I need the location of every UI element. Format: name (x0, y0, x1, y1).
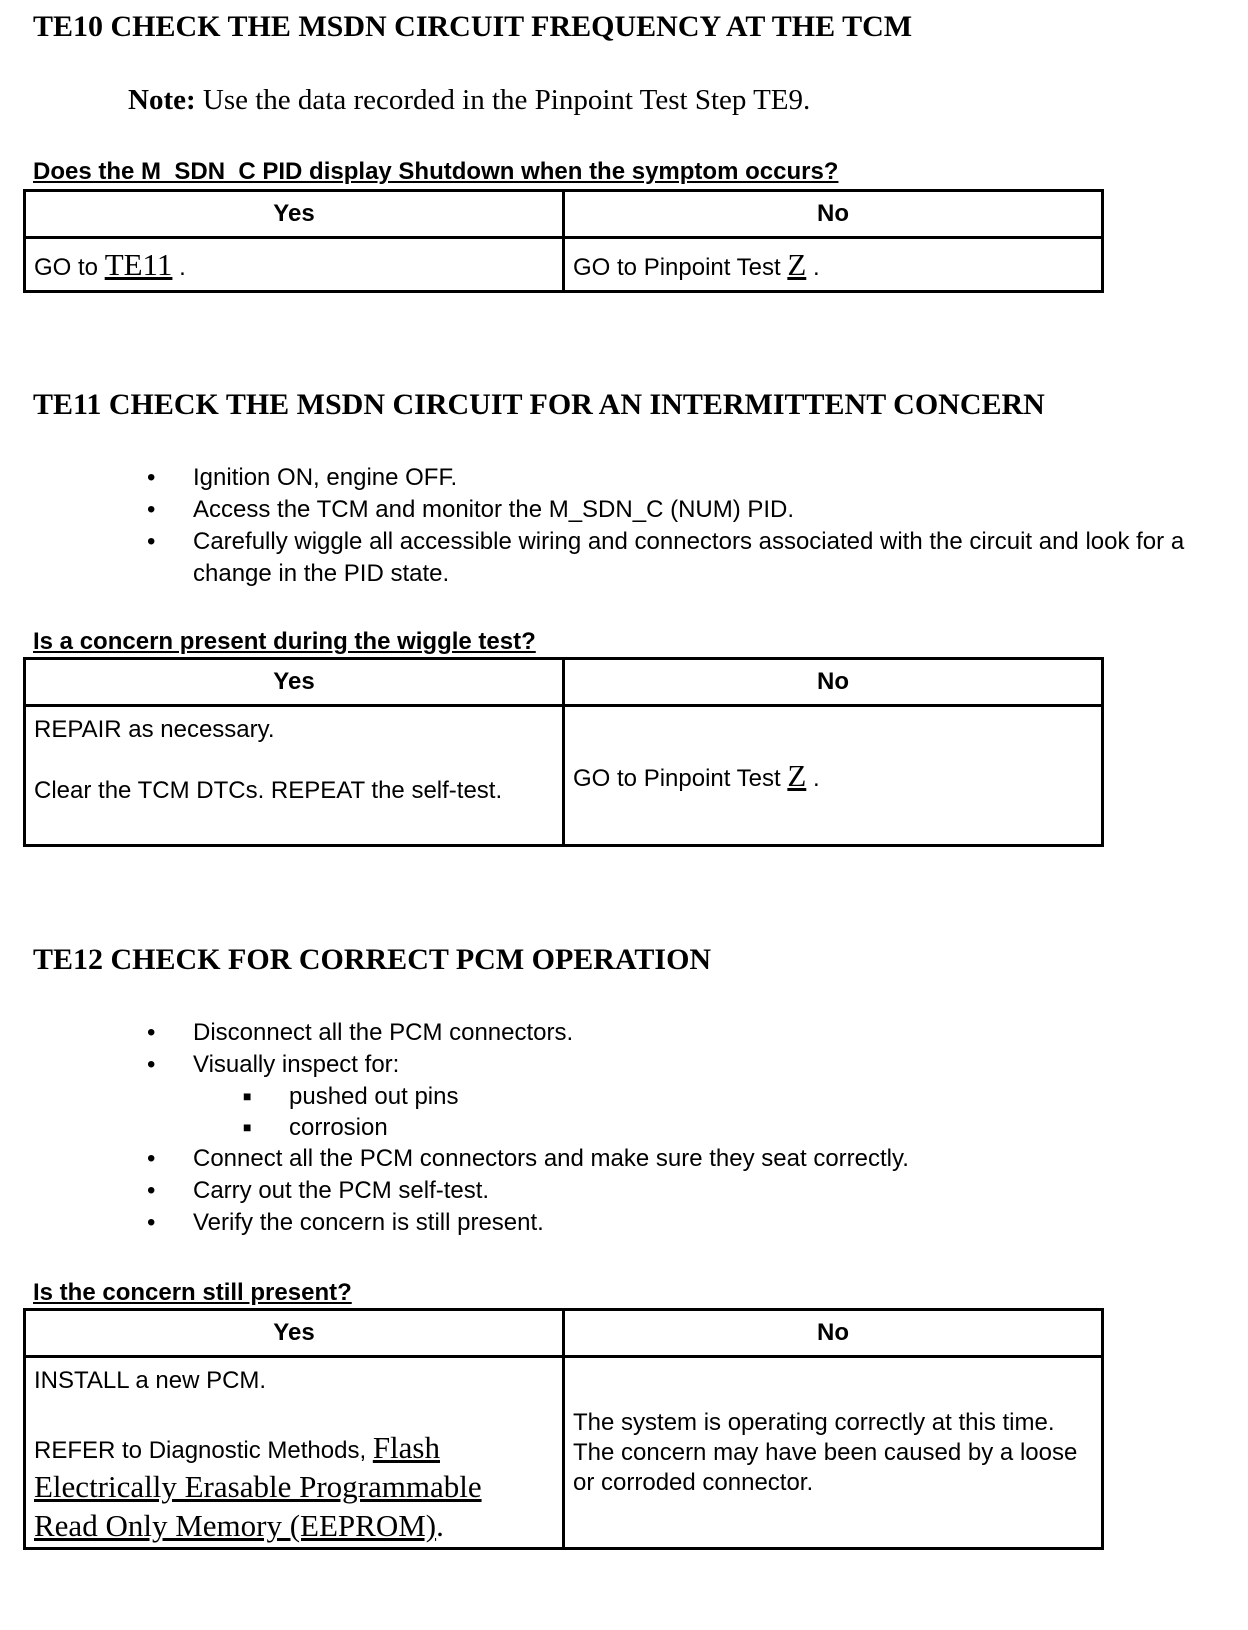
yes-line1: REPAIR as necessary. (34, 716, 275, 743)
no-cell: The system is operating correctly at this time. The concern may have been caused by a loose or corroded connector. (564, 1357, 1103, 1549)
bullet-icon: • (147, 1051, 156, 1078)
square-bullet-icon: ■ (243, 1119, 252, 1135)
no-header: No (564, 191, 1103, 238)
no-header: No (564, 1310, 1103, 1357)
step (147, 494, 1193, 526)
yes-cell (25, 706, 564, 846)
yes-header: Yes (25, 659, 564, 706)
sub-step-text: pushed out pins (289, 1083, 459, 1110)
link-te11[interactable]: TE11 (104, 246, 173, 282)
yes-header: Yes (25, 191, 564, 238)
sub-step (243, 1081, 1193, 1112)
step (147, 1017, 1193, 1049)
te10-result-table (23, 189, 1104, 293)
no-header: No (564, 659, 1103, 706)
step-text: Verify the concern is still present. (193, 1209, 544, 1236)
sub-step-text: corrosion (289, 1114, 388, 1141)
bullet-icon: • (147, 528, 156, 555)
no-suffix: . (806, 253, 820, 281)
bullet-icon: • (147, 1145, 156, 1172)
no-cell (564, 706, 1103, 846)
sub-steps (193, 1081, 1193, 1143)
link-flash-eeprom[interactable]: Flash Electrically Erasable Programmable Read Only Memory (EEPROM) (34, 1430, 482, 1543)
link-pinpoint-z[interactable]: Z (787, 246, 807, 282)
yes-cell (25, 238, 564, 292)
refer-prefix: REFER to Diagnostic Methods, (34, 1437, 373, 1464)
te12-steps (147, 1017, 1193, 1239)
bullet-icon: • (147, 1209, 156, 1236)
te11-result-table (23, 657, 1104, 847)
step (147, 462, 1193, 494)
te10-note (128, 84, 810, 117)
yes-suffix: . (172, 253, 186, 281)
square-bullet-icon: ■ (243, 1088, 252, 1104)
yes-line2: Clear the TCM DTCs. REPEAT the self-test. (34, 777, 503, 804)
te11-steps (147, 462, 1193, 590)
bullet-icon: • (147, 464, 156, 491)
bullet-icon: • (147, 1177, 156, 1204)
link-pinpoint-z[interactable]: Z (787, 757, 807, 793)
no-prefix: GO to Pinpoint Test (573, 253, 788, 281)
step (147, 1049, 1193, 1143)
step-text: Access the TCM and monitor the M_SDN_C (NUM) PID. (193, 496, 795, 523)
step-text: Ignition ON, engine OFF. (193, 464, 458, 491)
te11-question: Is a concern present during the wiggle test? (33, 628, 536, 655)
te10-heading: TE10 CHECK THE MSDN CIRCUIT FREQUENCY AT THE TCM (33, 10, 913, 43)
step-text: Carefully wiggle all accessible wiring and connectors associated with the circuit and look for a change in the PID state. (193, 528, 1185, 587)
yes-line1: INSTALL a new PCM. (34, 1367, 267, 1394)
no-prefix: GO to Pinpoint Test (573, 764, 788, 792)
step (147, 1207, 1193, 1239)
step (147, 526, 1193, 590)
note-label: Note: (128, 84, 196, 116)
refer-suffix: . (436, 1508, 444, 1543)
note-text: Use the data recorded in the Pinpoint Test Step TE9. (195, 84, 811, 116)
te11-heading: TE11 CHECK THE MSDN CIRCUIT FOR AN INTERMITTENT CONCERN (33, 388, 1045, 421)
bullet-icon: • (147, 1019, 156, 1046)
step-text: Carry out the PCM self-test. (193, 1177, 490, 1204)
yes-cell (25, 1357, 564, 1549)
step-text: Disconnect all the PCM connectors. (193, 1019, 574, 1046)
te12-result-table (23, 1308, 1104, 1550)
yes-refer (34, 1430, 534, 1547)
no-suffix: . (806, 764, 820, 792)
no-cell (564, 238, 1103, 292)
step (147, 1143, 1193, 1175)
bullet-icon: • (147, 496, 156, 523)
sub-step (243, 1112, 1193, 1143)
step-text: Connect all the PCM connectors and make sure they seat correctly. (193, 1145, 909, 1172)
step (147, 1175, 1193, 1207)
yes-header: Yes (25, 1310, 564, 1357)
te12-question: Is the concern still present? (33, 1279, 352, 1306)
te12-heading: TE12 CHECK FOR CORRECT PCM OPERATION (33, 943, 712, 976)
yes-prefix: GO to (34, 253, 105, 281)
step-text: Visually inspect for: (193, 1051, 400, 1078)
te10-question: Does the M_SDN_C PID display Shutdown when the symptom occurs? (33, 158, 839, 185)
